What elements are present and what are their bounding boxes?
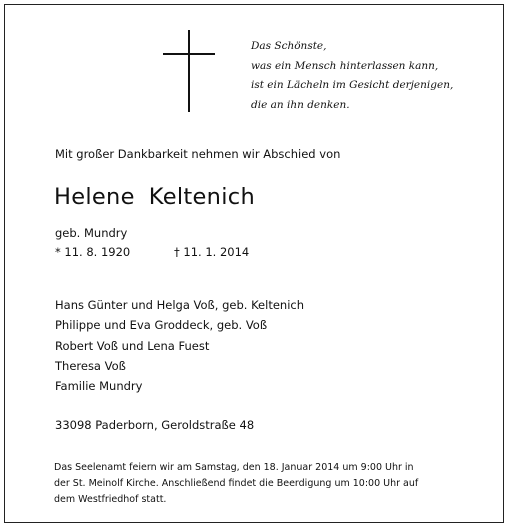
deceased-first-name: Helene — [54, 184, 135, 210]
cross-horizontal-bar — [163, 53, 215, 55]
notice-line: Das Seelenamt feiern wir am Samstag, den 18. Januar 2014 um 9:00 Uhr in — [54, 462, 414, 473]
mourner-item: Hans Günter und Helga Voß, geb. Keltenich — [55, 298, 305, 312]
cross-vertical-bar — [188, 30, 190, 112]
deceased-name — [54, 184, 255, 210]
mourner-item: Philippe und Eva Groddeck, geb. Voß — [55, 318, 268, 333]
cross-icon — [163, 30, 215, 112]
poem-line: ist ein Lächeln im Gesicht derjenigen, — [251, 79, 454, 91]
funeral-notice — [54, 460, 474, 507]
notice-line: der St. Meinolf Kirche. Anschließend findet die Beerdigung um 10:00 Uhr auf — [54, 477, 419, 489]
death-date: † 11. 1. 2014 — [174, 245, 250, 259]
maiden-name: geb. Mundry — [55, 226, 128, 240]
mourners-list — [55, 295, 304, 396]
memorial-poem — [251, 37, 453, 115]
birth-date: * 11. 8. 1920 — [55, 245, 131, 259]
mourner-item: Familie Mundry — [55, 379, 143, 394]
address: 33098 Paderborn, Geroldstraße 48 — [55, 418, 255, 432]
poem-line: was ein Mensch hinterlassen kann, — [251, 59, 439, 72]
intro-text: Mit großer Dankbarkeit nehmen wir Abschied von — [55, 147, 341, 161]
notice-line: dem Westfriedhof statt. — [54, 493, 167, 505]
mourner-item: Theresa Voß — [55, 358, 126, 373]
deceased-last-name: Keltenich — [148, 184, 256, 210]
poem-line: Das Schönste, — [251, 40, 327, 52]
life-dates — [55, 245, 250, 259]
mourner-item: Robert Voß und Lena Fuest — [55, 338, 210, 353]
poem-line: die an ihn denken. — [251, 98, 350, 111]
